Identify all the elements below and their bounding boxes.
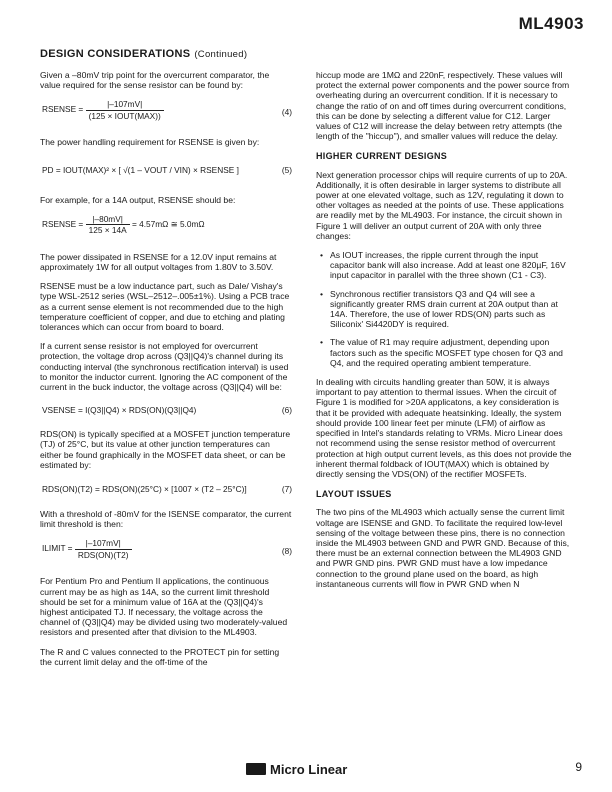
- paragraph: hiccup mode are 1MΩ and 220nF, respectively. These values will protect the external power components and the power source from overheating during an overcurrent condition. If it is necessary to change the ratio of on and off times during overcurrent conditions, this can be done by selecting a different value for C12. Larger values of C12 will increase the delay between retry attempts (the length of the "hiccup"), and smaller values will reduce the delay.: [316, 70, 570, 142]
- right-column: [316, 70, 574, 598]
- eq4-number: (4): [281, 107, 292, 118]
- eqx-denominator: 125 × 14A: [88, 225, 127, 236]
- subheading: LAYOUT ISSUES: [316, 489, 392, 500]
- section-title-text: DESIGN CONSIDERATIONS: [40, 48, 191, 60]
- paragraph: In dealing with circuits handling greater than 50W, it is always important to pay attention to thermal issues. When the circuit of Figure 1 is modified for >20A applicatons, a key consideration is that it be provided with adequate heatsinking. Ideally, the system should provide 100 linear feet per minute (LFM) of airflow as specified in Intel's standards relating to VRMs. Micro Linear does not recommend using the sense resistor method of overcurrent protection at high output current levels, as this does not provide the inherent thermal foldback of IOUT(MAX) which is obtained by directly sensing the VDS(ON) of the rectifier MOSFETs.: [316, 377, 572, 479]
- equation-7: [40, 479, 292, 501]
- eq8-denominator: RDS(ON)(T2): [77, 549, 129, 560]
- list-item: • Synchronous rectifier transistors Q3 and Q4 will see a significantly greater RMS drain current at 20A output than at 14A. Therefore, the use of lower RDS(ON) parts such as Siliconix' Si4420DY is required.: [330, 289, 574, 330]
- equation-example: [40, 214, 292, 244]
- eq8-numerator: |–107mV|: [75, 538, 132, 549]
- paragraph: The power handling requirement for RSENSE is given by:: [40, 137, 260, 148]
- eqx-fraction: [86, 214, 130, 235]
- eq4-denominator: (125 × IOUT(MAX)): [88, 110, 161, 121]
- eq7-number: (7): [281, 484, 292, 495]
- part-number: ML4903: [518, 14, 584, 33]
- eq8-lhs: ILIMIT =: [42, 543, 73, 554]
- paragraph: RSENSE must be a low inductance part, such as Dale/ Vishay's type WSL-2512 series (WSL–2512–.005±1%). Using a PCB trace as a current sense element is not recommended due to the high temperature coefficient of copper, and due to etching and plating tolerances which can occur from board to board.: [40, 281, 290, 333]
- eq4-numerator: |–107mV|: [86, 99, 164, 110]
- paragraph: The power dissipated in RSENSE for a 12.0V input remains at approximately 1W for all output voltages from 1.80V to 3.50V.: [40, 251, 277, 273]
- eqx-lhs: RSENSE =: [42, 218, 84, 229]
- list-item: • The value of R1 may require adjustment, depending upon factors such as the specific MOSFET type chosen for Q3 and Q4, and the required operating ambient temperature.: [330, 337, 574, 368]
- equation-6: [40, 401, 292, 421]
- paragraph: Given a –80mV trip point for the overcurrent comparator, the value required for the sense resistor can be found by:: [40, 70, 270, 91]
- equation-5: [40, 157, 292, 187]
- eq5-text: PD = IOUT(MAX)² × [ √(1 – VOUT / VIN) × RSENSE ]: [42, 164, 239, 175]
- paragraph: The two pins of the ML4903 which actually sense the current limit voltage are ISENSE and GND. To facilitate the required low-level sensing of the voltage between these pins, there is no connection inside the ML4903 between GND and PWR GND. Because of this, there must be an external connection between the ML4903 GND and PWR GND pins. PWR GND must have a low impedance connection to the ground plane used on the board, as high instantaneous currents will flow in PWR GND when N: [316, 507, 570, 589]
- paragraph: RDS(ON) is typically specified at a MOSFET junction temperature (TJ) of 25°C, but its value at other junction temperatures can either be found graphically in the MOSFET data sheet, or can be estimated by:: [40, 429, 291, 470]
- micro-linear-logo: [246, 762, 347, 777]
- eq4-lhs: RSENSE =: [42, 104, 84, 115]
- subheading: HIGHER CURRENT DESIGNS: [316, 151, 448, 162]
- eqx-numerator: |–80mV|: [86, 214, 130, 225]
- logo-text: Micro Linear: [270, 762, 348, 777]
- bullet-list: [316, 250, 574, 368]
- eq6-text: VSENSE = I(Q3||Q4) × RDS(ON)(Q3||Q4): [42, 405, 197, 416]
- eq8-fraction: [75, 538, 132, 559]
- eq4-fraction: [86, 99, 164, 120]
- equation-8: [40, 538, 292, 568]
- eq6-number: (6): [281, 405, 292, 416]
- paragraph: For Pentium Pro and Pentium II applications, the continuous current may be as high as 14A, so the current limit threshold should be set for a minimum value of 16A at the (Q3||Q4)'s highest anticipated TJ. If necessary, the voltage across the channel of (Q3||Q4) may be divided using two moderately-valued resistors and presented after that division to the ML4903.: [40, 576, 288, 638]
- list-item: • As IOUT increases, the ripple current through the input capacitor bank will also increase. Add at least one 820µF, 16V input capacitor in parallel with the three shown (C1 - C3).: [330, 250, 574, 281]
- paragraph: With a threshold of -80mV for the ISENSE comparator, the current limit threshold is then:: [40, 509, 292, 530]
- section-title: [40, 48, 247, 60]
- eq5-number: (5): [281, 164, 292, 175]
- equation-4: [40, 99, 292, 129]
- eqx-rhs: = 4.57mΩ ≅ 5.0mΩ: [131, 218, 205, 229]
- paragraph: For example, for a 14A output, RSENSE should be:: [40, 194, 236, 205]
- paragraph: If a current sense resistor is not employed for overcurrent protection, the voltage drop across (Q3||Q4)'s channel during its conducting interval (the synchronous rectification interval) is used to monitor the inductor current. Ignoring the AC component of the current in the buck inductor, the voltage across (Q3||Q4) will be:: [40, 341, 289, 393]
- page-number: 9: [575, 760, 582, 774]
- left-column: [40, 70, 292, 676]
- eq8-number: (8): [281, 546, 292, 557]
- paragraph: The R and C values connected to the PROTECT pin for setting the current limit delay and the off-time of the: [40, 646, 280, 667]
- section-continued: (Continued): [194, 49, 248, 60]
- eq7-text: RDS(ON)(T2) = RDS(ON)(25°C) × [1007 × (T2 – 25°C)]: [42, 484, 247, 495]
- paragraph: Next generation processor chips will require currents of up to 20A. Additionally, it is often desirable in larger systems to distribute all power at one elevated voltage, such as 12V, regulating it down to other voltages as needed at the points of use. These applications are readily met by the ML4903. For instance, the circuit shown in Figure 1 will deliver an output current of 20A with only three changes:: [316, 169, 568, 241]
- logo-mark-icon: [246, 763, 266, 775]
